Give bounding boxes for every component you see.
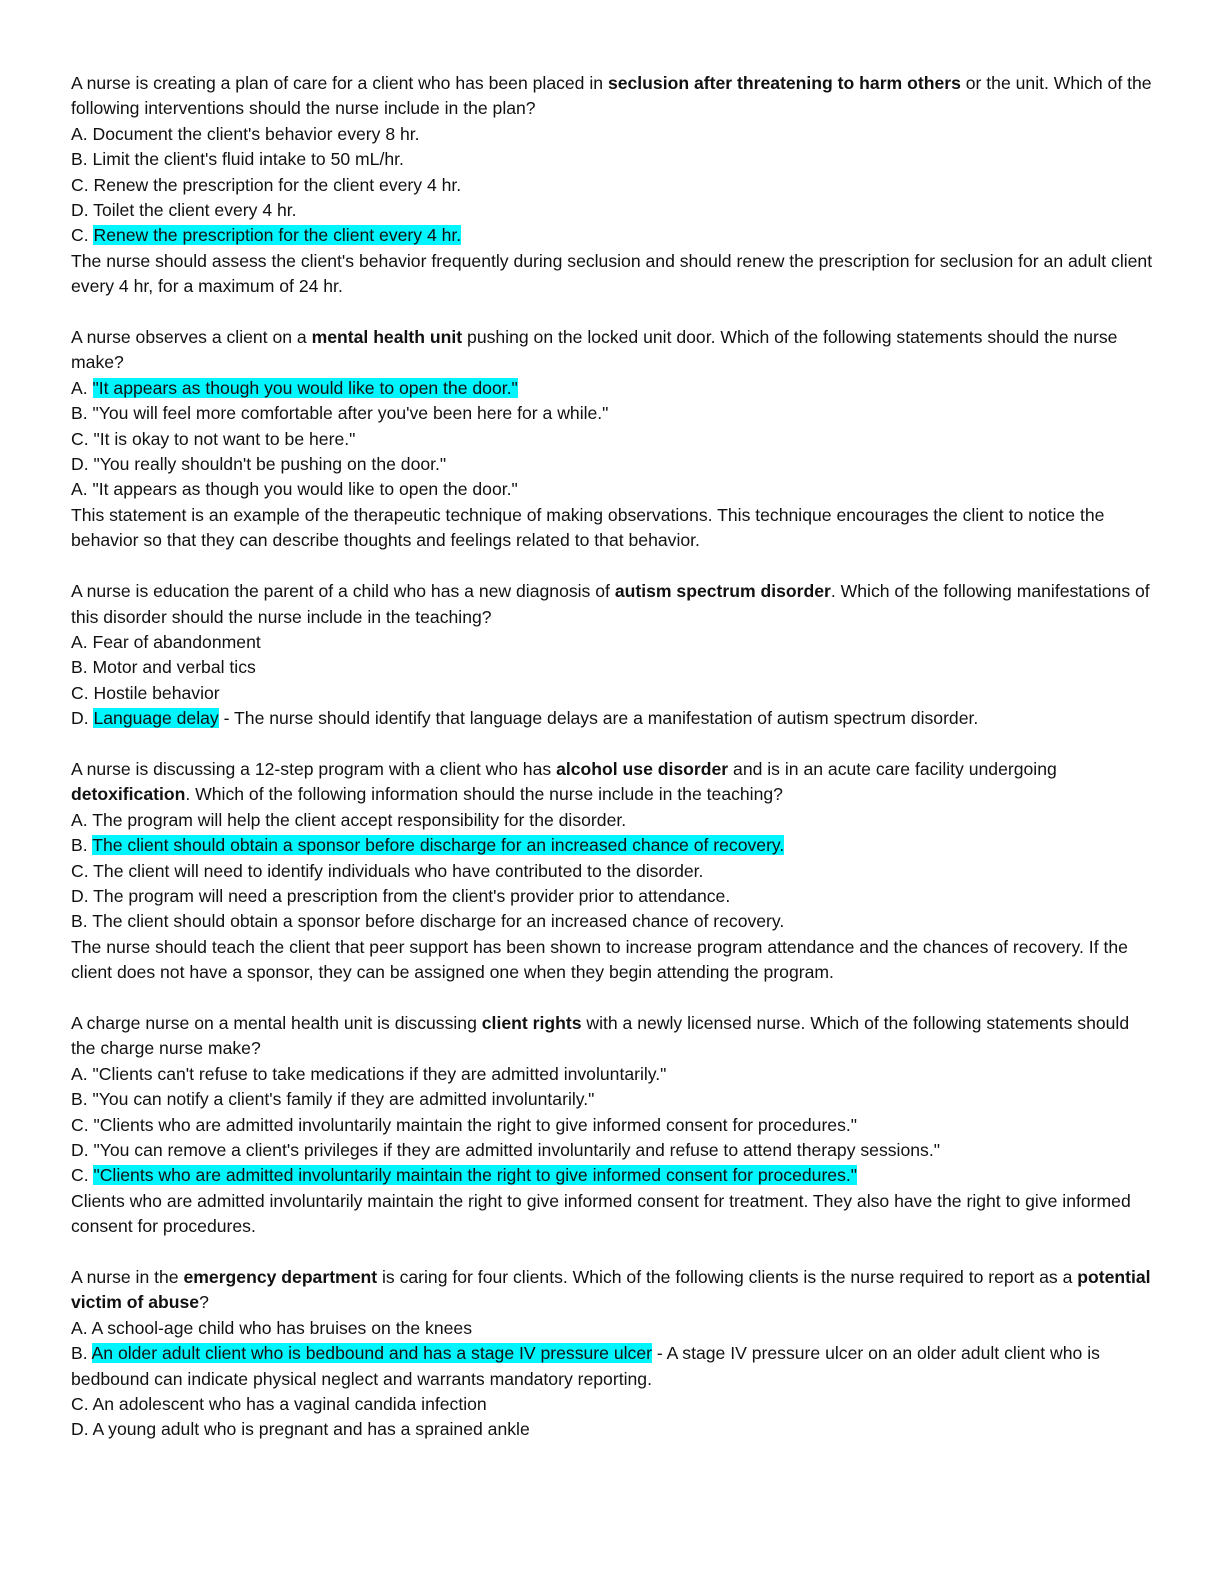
answer-line <box>71 630 1156 655</box>
answer-line <box>71 1392 1156 1417</box>
stem-text: . Which of the following information should the nurse include in the teaching? <box>185 784 783 805</box>
question-block <box>71 71 1156 300</box>
highlighted-answer: An older adult client who is bedbound and has a stage IV pressure ulcer <box>91 1343 652 1364</box>
line-text: - The nurse should identify that language delays are a manifestation of autism spectrum disorder. <box>218 708 979 729</box>
answer-line <box>71 198 1156 223</box>
line-text: C. <box>71 1165 94 1186</box>
line-text: B. "You will feel more comfortable after you've been here for a while." <box>71 403 609 424</box>
answer-line <box>71 122 1156 147</box>
line-text: C. An adolescent who has a vaginal candida infection <box>71 1394 487 1415</box>
answer-line <box>71 706 1156 731</box>
bold-keyword: potential victim of abuse <box>71 1267 1151 1313</box>
line-text: - A stage IV pressure ulcer on an older adult client who is bedbound can indicate physical neglect and warrants mandatory reporting. <box>71 1343 1100 1389</box>
answer-line <box>71 1341 1156 1392</box>
line-text: The nurse should teach the client that peer support has been shown to increase program attendance and the chances of recovery. If the client does not have a sponsor, they can be assigned one when they begin attending the program. <box>71 936 1128 983</box>
line-text: A. "It appears as though you would like to open the door." <box>71 479 518 500</box>
question-block <box>71 1265 1156 1443</box>
line-text: D. "You really shouldn't be pushing on the door." <box>71 454 447 475</box>
line-text: B. <box>71 1343 92 1364</box>
line-text: B. "You can notify a client's family if they are admitted involuntarily." <box>71 1089 595 1110</box>
line-text: C. <box>71 225 94 246</box>
answer-line <box>71 833 1156 858</box>
bold-keyword: emergency department <box>183 1267 378 1288</box>
line-text: D. A young adult who is pregnant and has a sprained ankle <box>71 1419 530 1440</box>
question-stem <box>71 325 1156 376</box>
highlighted-answer: "Clients who are admitted involuntarily maintain the right to give informed consent for procedures." <box>93 1165 858 1186</box>
answer-line <box>71 173 1156 198</box>
answer-line <box>71 1113 1156 1138</box>
bold-keyword: alcohol use disorder <box>556 758 729 779</box>
line-text: B. Limit the client's fluid intake to 50 mL/hr. <box>71 149 404 170</box>
line-text: A. <box>71 377 93 398</box>
answer-line <box>71 884 1156 909</box>
line-text: C. "Clients who are admitted involuntarily maintain the right to give informed consent for procedures." <box>71 1114 858 1135</box>
answer-line <box>71 1417 1156 1442</box>
bold-keyword: seclusion after threatening to harm others <box>607 73 961 93</box>
bold-keyword: mental health unit <box>311 327 463 348</box>
highlighted-answer: "It appears as though you would like to open the door." <box>92 377 518 398</box>
question-stem <box>71 579 1156 630</box>
question-stem <box>71 757 1156 808</box>
question-block <box>71 325 1156 554</box>
stem-text: or the unit. Which of the following interventions should the nurse include in the plan? <box>71 73 1152 119</box>
line-text: Clients who are admitted involuntarily maintain the right to give informed consent for treatment. They also have the right to give informed consent for procedures. <box>71 1190 1131 1237</box>
line-text: D. <box>71 708 94 729</box>
stem-text: with a newly licensed nurse. Which of the following statements should the charge nurse make? <box>71 1012 1130 1059</box>
line-text: A. The program will help the client accept responsibility for the disorder. <box>71 809 627 830</box>
line-text: B. <box>71 835 93 856</box>
question-block <box>71 1011 1156 1240</box>
line-text: D. The program will need a prescription from the client's provider prior to attendance. <box>71 885 731 906</box>
highlighted-answer: Renew the prescription for the client every 4 hr. <box>93 225 462 246</box>
answer-line <box>71 503 1156 554</box>
line-text: A. "Clients can't refuse to take medications if they are admitted involuntarily." <box>71 1063 667 1084</box>
answer-line <box>71 935 1156 986</box>
answer-line <box>71 1087 1156 1112</box>
answer-line <box>71 909 1156 934</box>
highlighted-answer: The client should obtain a sponsor before discharge for an increased chance of recovery. <box>92 835 785 856</box>
highlighted-answer: Language delay <box>93 708 219 729</box>
line-text: A. A school-age child who has bruises on the knees <box>71 1317 472 1338</box>
answer-line <box>71 1189 1156 1240</box>
answer-line <box>71 681 1156 706</box>
answer-line <box>71 401 1156 426</box>
stem-text: A nurse in the <box>71 1267 184 1288</box>
answer-line <box>71 427 1156 452</box>
answer-line <box>71 452 1156 477</box>
line-text: D. "You can remove a client's privileges if they are admitted involuntarily and refuse to attend therapy sessions." <box>71 1140 940 1160</box>
stem-text: A charge nurse on a mental health unit is discussing <box>71 1012 482 1033</box>
answer-line <box>71 147 1156 172</box>
question-stem <box>71 1011 1156 1062</box>
answer-line <box>71 1163 1156 1188</box>
question-stem <box>71 1265 1156 1316</box>
answer-line <box>71 1138 1156 1163</box>
answer-line <box>71 376 1156 401</box>
line-text: A. Fear of abandonment <box>71 631 261 652</box>
bold-keyword: autism spectrum disorder <box>614 581 831 602</box>
bold-keyword: detoxification <box>71 784 186 805</box>
document-page <box>71 71 1156 1468</box>
line-text: This statement is an example of the therapeutic technique of making observations. This technique encourages the client to notice the behavior so that they can describe thoughts and feelings related to that behavior. <box>71 504 1105 551</box>
question-stem <box>71 71 1156 122</box>
stem-text: ? <box>199 1292 209 1313</box>
stem-text: A nurse is education the parent of a child who has a new diagnosis of <box>71 581 615 602</box>
answer-line <box>71 1316 1156 1341</box>
line-text: D. Toilet the client every 4 hr. <box>71 200 297 221</box>
line-text: C. The client will need to identify individuals who have contributed to the disorder. <box>71 860 704 881</box>
line-text: C. Hostile behavior <box>71 682 220 703</box>
stem-text: is caring for four clients. Which of the following clients is the nurse required to report as a <box>377 1267 1078 1288</box>
stem-text: pushing on the locked unit door. Which of the following statements should the nurse make? <box>71 327 1118 373</box>
answer-line <box>71 655 1156 680</box>
line-text: B. Motor and verbal tics <box>71 657 256 678</box>
stem-text: A nurse is discussing a 12-step program with a client who has <box>71 758 557 779</box>
bold-keyword: client rights <box>481 1012 582 1033</box>
stem-text: A nurse observes a client on a <box>71 327 312 348</box>
answer-line <box>71 477 1156 502</box>
stem-text: A nurse is creating a plan of care for a client who has been placed in <box>71 73 608 93</box>
question-block <box>71 757 1156 986</box>
answer-line <box>71 859 1156 884</box>
line-text: C. "It is okay to not want to be here." <box>71 428 356 449</box>
question-block <box>71 579 1156 731</box>
line-text: C. Renew the prescription for the client every 4 hr. <box>71 174 462 195</box>
line-text: A. Document the client's behavior every 8 hr. <box>71 123 420 144</box>
stem-text: and is in an acute care facility undergoing <box>728 758 1057 779</box>
line-text: The nurse should assess the client's behavior frequently during seclusion and should renew the prescription for seclusion for an adult client every 4 hr, for a maximum of 24 hr. <box>71 250 1153 297</box>
line-text: B. The client should obtain a sponsor before discharge for an increased chance of recovery. <box>71 911 785 932</box>
answer-line <box>71 249 1156 300</box>
answer-line <box>71 1062 1156 1087</box>
stem-text: . Which of the following manifestations of this disorder should the nurse include in the teaching? <box>71 581 1150 627</box>
answer-line <box>71 223 1156 248</box>
answer-line <box>71 808 1156 833</box>
